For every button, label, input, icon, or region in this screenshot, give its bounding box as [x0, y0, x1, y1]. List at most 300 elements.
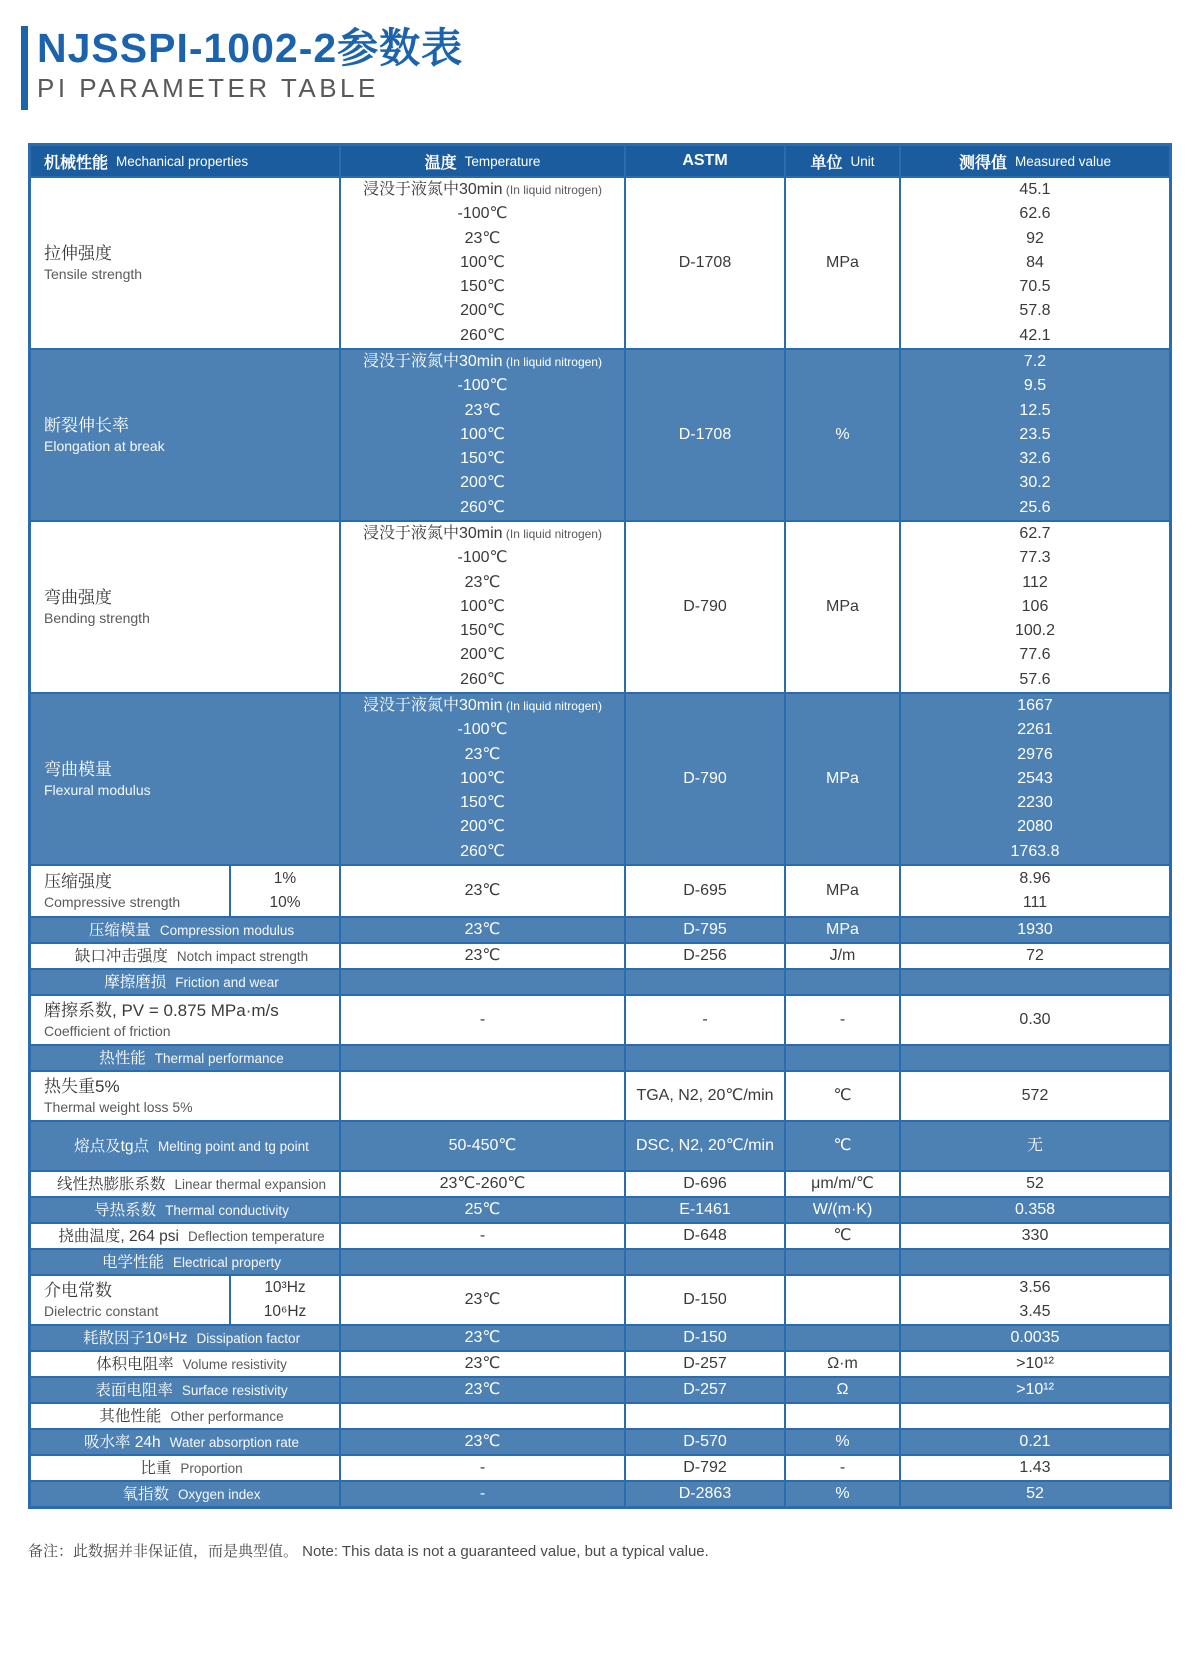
measured-value: 52: [1026, 1174, 1044, 1192]
measured-value: 62.6: [1019, 205, 1051, 223]
measured-value-cell: [901, 1326, 1169, 1350]
astm-cell: [626, 522, 786, 692]
header-en: Unit: [850, 153, 875, 169]
astm-value: E-1461: [679, 1200, 731, 1218]
unit-cell: [786, 1326, 901, 1350]
property-label-en: Linear thermal expansion: [174, 1176, 327, 1192]
astm-value: D-648: [683, 1226, 727, 1244]
astm-cell: [626, 1430, 786, 1454]
property-label: [31, 866, 229, 916]
astm-cell: [626, 944, 786, 968]
property-label-zh: 表面电阻率: [95, 1381, 173, 1399]
unit-cell: [786, 866, 901, 916]
temperature-cell: [341, 1430, 626, 1454]
measured-value: 111: [1022, 894, 1048, 911]
table-row: [31, 1170, 1169, 1196]
astm-cell: [626, 1326, 786, 1350]
unit-cell: [786, 944, 901, 968]
temperature-line: 23℃: [464, 881, 501, 899]
property-cell: [31, 178, 341, 348]
temperature-line: 23℃: [464, 1328, 501, 1346]
measured-value-cell: [901, 866, 1169, 916]
temperature-line: -100℃: [457, 377, 508, 395]
astm-value: D-790: [683, 597, 727, 615]
property-cell: [31, 1046, 341, 1070]
astm-cell: [626, 1198, 786, 1222]
astm-value: D-150: [683, 1328, 727, 1346]
property-cell: [31, 1326, 341, 1350]
temperature-line: 260℃: [460, 326, 505, 344]
unit-cell: [786, 178, 901, 348]
property-label-en: Compression modulus: [159, 922, 295, 938]
measured-value: 0.0035: [1010, 1328, 1060, 1346]
sub-condition: 10³Hz: [264, 1278, 306, 1296]
property-cell: [31, 996, 341, 1044]
temperature-cell: [341, 918, 626, 942]
measured-value: 0.21: [1019, 1432, 1051, 1450]
header-zh: 机械性能: [44, 154, 109, 172]
property-label-en: Other performance: [170, 1408, 284, 1424]
table-row: [31, 1120, 1169, 1170]
property-cell: [31, 1404, 341, 1428]
property-label-en: Thermal performance: [154, 1050, 284, 1066]
unit-cell: [786, 1224, 901, 1248]
measured-value: 42.1: [1019, 326, 1051, 344]
temperature-cell: [341, 1378, 626, 1402]
astm-cell: [626, 970, 786, 994]
measured-value: 106: [1021, 597, 1049, 615]
property-label-zh: 介电常数: [44, 1281, 112, 1300]
temperature-note: (In liquid nitrogen): [502, 182, 602, 197]
astm-value: -: [702, 1010, 708, 1028]
measured-value-cell: [901, 1276, 1169, 1324]
property-cell: [31, 1172, 341, 1196]
unit-value: MPa: [826, 597, 859, 615]
unit-value: W/(m·K): [812, 1200, 873, 1218]
astm-cell: [626, 1046, 786, 1070]
temperature-line: 150℃: [460, 278, 505, 296]
property-cell: [31, 1198, 341, 1222]
temperature-line: 浸没于液氮中30min (In liquid nitrogen): [363, 352, 602, 370]
property-label: [31, 1276, 229, 1324]
table-row: [31, 1428, 1169, 1454]
temperature-cell: [341, 1250, 626, 1274]
measured-value: 25.6: [1019, 498, 1051, 516]
unit-cell: [786, 970, 901, 994]
measured-value: 1.43: [1019, 1458, 1051, 1476]
measured-value-cell: [901, 1198, 1169, 1222]
property-label-zh: 吸水率 24h: [84, 1433, 161, 1451]
property-label-en: Surface resistivity: [181, 1382, 288, 1398]
temperature-line: -: [479, 1010, 486, 1028]
measured-value: 0.30: [1019, 1010, 1051, 1028]
temperature-cell: [341, 1072, 626, 1120]
astm-value: D-790: [683, 769, 727, 787]
property-label-en: Tensile strength: [44, 266, 143, 282]
property-cell: [31, 522, 341, 692]
astm-cell: [626, 918, 786, 942]
table-header-row: [31, 146, 1169, 176]
header-astm: [626, 146, 786, 176]
header-zh: 测得值: [958, 154, 1007, 172]
astm-cell: [626, 1250, 786, 1274]
property-cell: [31, 1072, 341, 1120]
astm-value: D-2863: [678, 1484, 732, 1502]
astm-cell: [626, 694, 786, 864]
section-header-row: [31, 1044, 1169, 1070]
measured-value: 45.1: [1019, 180, 1051, 198]
measured-value-cell: [901, 1378, 1169, 1402]
measured-value: 572: [1021, 1086, 1049, 1104]
property-cell: [31, 350, 341, 520]
temperature-line: 23℃: [464, 1432, 501, 1450]
temperature-line: 23℃: [464, 401, 501, 419]
unit-cell: [786, 1172, 901, 1196]
unit-value: -: [839, 1010, 846, 1028]
temperature-line: 150℃: [460, 622, 505, 640]
temperature-cell: [341, 1122, 626, 1170]
measured-value-cell: [901, 1172, 1169, 1196]
temperature-cell: [341, 694, 626, 864]
temperature-cell: [341, 1224, 626, 1248]
measured-value: 57.8: [1019, 302, 1051, 320]
astm-value: DSC, N2, 20℃/min: [635, 1136, 774, 1154]
temperature-line: 23℃: [464, 920, 501, 938]
measured-value: 32.6: [1019, 450, 1051, 468]
unit-value: μm/m/℃: [811, 1174, 874, 1192]
property-label-zh: 弯曲强度: [44, 588, 112, 607]
property-cell: [31, 1276, 341, 1324]
measured-value: 12.5: [1019, 401, 1051, 419]
astm-value: D-1708: [678, 253, 732, 271]
astm-cell: [626, 1122, 786, 1170]
measured-value: 1667: [1017, 696, 1053, 714]
unit-cell: [786, 694, 901, 864]
property-label-zh: 电学性能: [101, 1253, 164, 1271]
property-label-zh: 缺口冲击强度: [74, 947, 168, 965]
measured-value: 7.2: [1023, 352, 1047, 370]
header-en: Mechanical properties: [116, 153, 249, 169]
measured-value: 2230: [1017, 794, 1053, 812]
measured-value-cell: [901, 918, 1169, 942]
unit-cell: [786, 1046, 901, 1070]
property-label-en: Dissipation factor: [196, 1330, 301, 1346]
property-label-zh: 体积电阻率: [96, 1355, 174, 1373]
measured-value-cell: [901, 996, 1169, 1044]
temperature-line: 150℃: [460, 794, 505, 812]
sub-condition: 10%: [269, 894, 301, 911]
temperature-note: (In liquid nitrogen): [502, 526, 602, 541]
unit-value: Ω·m: [827, 1354, 858, 1372]
measured-value-cell: [901, 1482, 1169, 1506]
astm-value: TGA, N2, 20℃/min: [636, 1086, 774, 1104]
table-row: [31, 916, 1169, 942]
table-row: [31, 1222, 1169, 1248]
measured-value-cell: [901, 1072, 1169, 1120]
temperature-line: 200℃: [460, 818, 505, 836]
unit-value: MPa: [826, 769, 859, 787]
property-label-zh: 挠曲温度, 264 psi: [58, 1227, 180, 1245]
unit-value: ℃: [833, 1136, 852, 1154]
property-label-en: Coefficient of friction: [44, 1023, 171, 1039]
temperature-line: 23℃: [464, 745, 501, 763]
temperature-note: (In liquid nitrogen): [502, 698, 602, 713]
measured-value: 84: [1026, 253, 1044, 271]
property-label-zh: 比重: [140, 1459, 172, 1477]
unit-cell: [786, 1404, 901, 1428]
unit-value: %: [835, 1484, 850, 1502]
property-cell: [31, 1456, 341, 1480]
title-accent-bar: [21, 26, 28, 110]
sub-condition: 1%: [273, 869, 297, 887]
measured-value: 9.5: [1023, 377, 1047, 395]
measured-value: 92: [1026, 229, 1044, 247]
page-subtitle: PI PARAMETER TABLE: [37, 73, 379, 104]
property-label-en: Compressive strength: [44, 894, 181, 910]
measured-value: 23.5: [1019, 425, 1051, 443]
table-body: [31, 176, 1169, 1506]
unit-value: ℃: [833, 1086, 852, 1104]
temperature-line: 100℃: [460, 425, 505, 443]
table-row: [31, 348, 1169, 520]
unit-cell: [786, 1482, 901, 1506]
property-label-zh: 热失重5%: [44, 1077, 120, 1096]
header-zh: 温度: [424, 154, 457, 172]
property-label-en: Water absorption rate: [169, 1434, 299, 1450]
temperature-line: 23℃: [464, 1290, 501, 1308]
unit-cell: [786, 1250, 901, 1274]
property-sub-conditions: [229, 1276, 339, 1324]
footer-note: 备注：此数据并非保证值，而是典型值。 Note: This data is not a guaranteed value, but a typical value.: [28, 1543, 709, 1560]
property-label-en: Flexural modulus: [44, 782, 151, 798]
temperature-line: 23℃: [464, 229, 501, 247]
property-label-zh: 弯曲模量: [44, 760, 112, 779]
table-row: [31, 1480, 1169, 1506]
measured-value-cell: [901, 522, 1169, 692]
temperature-line: 25℃: [464, 1200, 501, 1218]
property-label-en: Friction and wear: [175, 974, 279, 990]
measured-value: 2261: [1017, 721, 1053, 739]
unit-value: MPa: [826, 920, 859, 938]
unit-cell: [786, 918, 901, 942]
measured-value-cell: [901, 1122, 1169, 1170]
table-row: [31, 1070, 1169, 1120]
astm-value: D-570: [683, 1432, 727, 1450]
unit-cell: [786, 1276, 901, 1324]
temperature-line: 200℃: [460, 474, 505, 492]
temperature-cell: [341, 1482, 626, 1506]
temperature-line: 23℃: [464, 573, 501, 591]
property-label-en: Bending strength: [44, 610, 150, 626]
astm-cell: [626, 1456, 786, 1480]
measured-value-cell: [901, 1224, 1169, 1248]
astm-cell: [626, 350, 786, 520]
measured-value-cell: [901, 1250, 1169, 1274]
temperature-line: 50-450℃: [448, 1136, 517, 1154]
measured-value: >10¹²: [1016, 1380, 1054, 1398]
table-row: [31, 1350, 1169, 1376]
property-cell: [31, 944, 341, 968]
measured-value-cell: [901, 350, 1169, 520]
measured-value: 100.2: [1014, 622, 1056, 640]
astm-value: D-257: [683, 1354, 727, 1372]
property-label-en: Thermal conductivity: [165, 1202, 289, 1218]
measured-value: 52: [1026, 1484, 1044, 1502]
measured-value: 57.6: [1019, 670, 1051, 688]
astm-cell: [626, 1072, 786, 1120]
header-measured-value: [901, 146, 1169, 176]
property-label-zh: 磨擦系数, PV = 0.875 MPa·m/s: [44, 1001, 279, 1020]
astm-value: D-695: [683, 881, 727, 899]
astm-cell: [626, 866, 786, 916]
astm-cell: [626, 1224, 786, 1248]
temperature-cell: [341, 178, 626, 348]
property-cell: [31, 1430, 341, 1454]
temperature-line: 100℃: [460, 253, 505, 271]
table-row: [31, 942, 1169, 968]
property-label-zh: 摩擦磨损: [104, 973, 167, 991]
measured-value-cell: [901, 970, 1169, 994]
table-row: [31, 1324, 1169, 1350]
property-sub-conditions: [229, 866, 339, 916]
page-title: NJSSPI-1002-2参数表: [37, 25, 464, 71]
measured-value: 77.6: [1019, 646, 1051, 664]
measured-value: 3.56: [1019, 1278, 1051, 1296]
section-header-row: [31, 968, 1169, 994]
property-label-en: Oxygen index: [177, 1486, 261, 1502]
temperature-line: -: [479, 1458, 486, 1476]
table-row: [31, 692, 1169, 864]
temperature-line: 浸没于液氮中30min (In liquid nitrogen): [363, 524, 602, 542]
measured-value-cell: [901, 178, 1169, 348]
unit-cell: [786, 996, 901, 1044]
unit-value: -: [839, 1458, 846, 1476]
astm-cell: [626, 1378, 786, 1402]
property-label-zh: 导热系数: [94, 1201, 157, 1219]
unit-value: %: [835, 1432, 850, 1450]
temperature-line: 150℃: [460, 450, 505, 468]
temperature-line: -100℃: [457, 721, 508, 739]
table-row: [31, 1196, 1169, 1222]
property-label-zh: 线性热膨胀系数: [56, 1175, 166, 1193]
measured-value: 112: [1022, 573, 1048, 591]
measured-value-cell: [901, 944, 1169, 968]
astm-cell: [626, 178, 786, 348]
measured-value: 72: [1026, 946, 1044, 964]
measured-value: 2543: [1017, 769, 1053, 787]
property-cell: [31, 918, 341, 942]
header-zh: 单位: [810, 154, 843, 172]
measured-value: 30.2: [1019, 474, 1051, 492]
astm-value: D-150: [683, 1290, 727, 1308]
astm-value: D-792: [683, 1458, 727, 1476]
astm-value: D-795: [683, 920, 727, 938]
title-block: [37, 26, 463, 110]
temperature-line: 23℃-260℃: [439, 1174, 526, 1192]
property-label-en: Volume resistivity: [182, 1356, 287, 1372]
measured-value-cell: [901, 1430, 1169, 1454]
temperature-line: -: [479, 1226, 486, 1244]
measured-value: 1930: [1017, 920, 1053, 938]
measured-value: 0.358: [1014, 1200, 1056, 1218]
astm-value: D-257: [683, 1380, 727, 1398]
temperature-line: 23℃: [464, 1354, 501, 1372]
unit-cell: [786, 1072, 901, 1120]
table-row: [31, 1376, 1169, 1402]
measured-value-cell: [901, 1456, 1169, 1480]
header-mechanical-properties: [31, 146, 341, 176]
temperature-line: 260℃: [460, 498, 505, 516]
temperature-cell: [341, 1172, 626, 1196]
astm-cell: [626, 1276, 786, 1324]
unit-cell: [786, 1352, 901, 1376]
temperature-line: 浸没于液氮中30min (In liquid nitrogen): [363, 180, 602, 198]
temperature-cell: [341, 1326, 626, 1350]
astm-cell: [626, 1352, 786, 1376]
measured-value-cell: [901, 1404, 1169, 1428]
measured-value: 3.45: [1019, 1303, 1051, 1320]
temperature-line: 200℃: [460, 646, 505, 664]
property-label-en: Elongation at break: [44, 438, 165, 454]
unit-value: %: [835, 425, 850, 443]
measured-value: 330: [1021, 1226, 1049, 1244]
property-label-zh: 压缩模量: [88, 921, 151, 939]
astm-value: D-696: [683, 1174, 727, 1192]
unit-cell: [786, 1430, 901, 1454]
property-cell: [31, 1250, 341, 1274]
temperature-line: -: [479, 1484, 486, 1502]
sub-condition: 10⁶Hz: [263, 1303, 307, 1320]
unit-value: MPa: [826, 253, 859, 271]
property-label-zh: 热性能: [99, 1049, 146, 1067]
measured-value-cell: [901, 694, 1169, 864]
measured-value: 1763.8: [1010, 842, 1060, 860]
property-label-en: Dielectric constant: [44, 1303, 159, 1319]
parameter-table: [28, 143, 1172, 1509]
measured-value: 70.5: [1019, 278, 1051, 296]
temperature-line: 浸没于液氮中30min (In liquid nitrogen): [363, 696, 602, 714]
temperature-cell: [341, 944, 626, 968]
measured-value-cell: [901, 1352, 1169, 1376]
unit-cell: [786, 522, 901, 692]
temperature-line: 23℃: [464, 1380, 501, 1398]
property-cell: [31, 1352, 341, 1376]
property-label-zh: 氧指数: [122, 1485, 169, 1503]
unit-value: Ω: [836, 1380, 849, 1398]
measured-value: 77.3: [1019, 549, 1051, 567]
property-label-en: Melting point and tg point: [158, 1138, 309, 1154]
unit-value: J/m: [829, 946, 856, 964]
header-temperature: [341, 146, 626, 176]
astm-cell: [626, 996, 786, 1044]
astm-cell: [626, 1482, 786, 1506]
temperature-line: 200℃: [460, 302, 505, 320]
measured-value: 2976: [1017, 745, 1053, 763]
property-label-zh: 断裂伸长率: [44, 416, 129, 435]
property-label-en: Electrical property: [172, 1254, 282, 1270]
table-row: [31, 1454, 1169, 1480]
temperature-line: 100℃: [460, 769, 505, 787]
property-cell: [31, 1378, 341, 1402]
temperature-cell: [341, 996, 626, 1044]
temperature-line: 100℃: [460, 597, 505, 615]
header-zh: ASTM: [682, 152, 728, 169]
property-label-zh: 熔点及tg点: [74, 1137, 150, 1155]
measured-value: 无: [1026, 1136, 1043, 1154]
temperature-note: (In liquid nitrogen): [502, 354, 602, 369]
unit-cell: [786, 1198, 901, 1222]
table-row: [31, 864, 1169, 916]
